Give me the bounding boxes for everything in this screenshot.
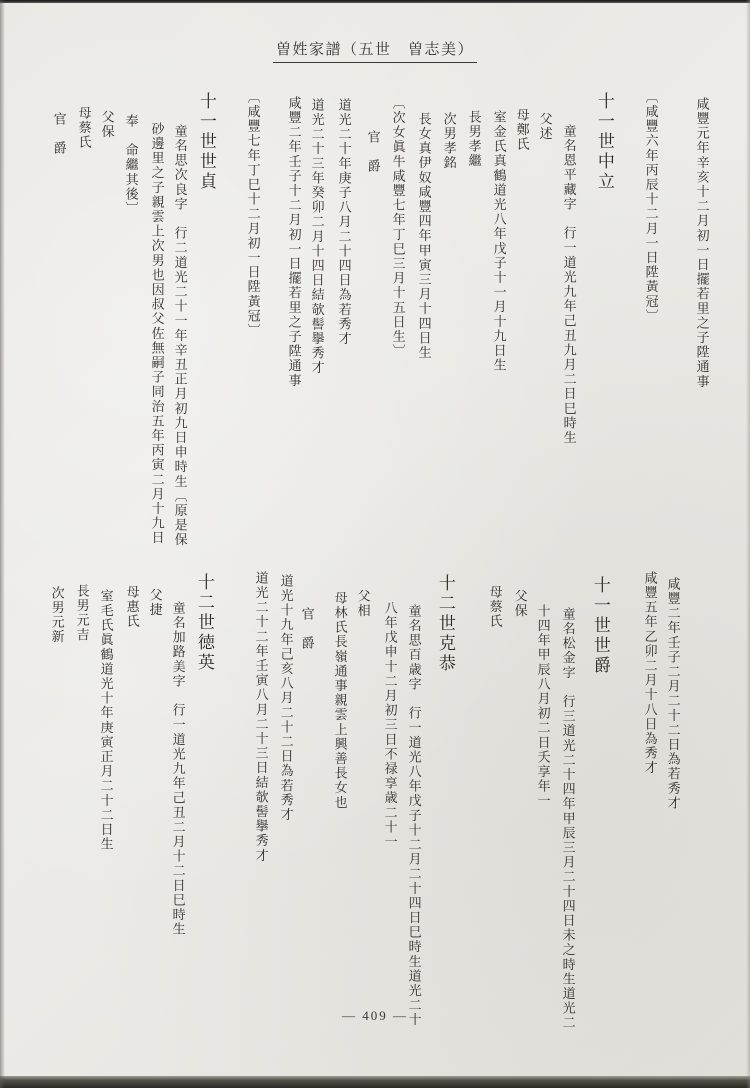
scan-edge-right — [746, 0, 750, 1088]
section-heading: 十一世世貞 — [196, 92, 216, 192]
entry-line: 長男元吉 — [74, 584, 90, 643]
entry-line: 官 爵 — [299, 607, 315, 651]
scan-edge-top — [0, 0, 750, 3]
entry-line: 母林氏長嶺通事親雲上興善長女也 — [332, 591, 348, 810]
entry-line: 父捷 — [147, 588, 163, 618]
entry-line: 長女真伊奴咸豐四年甲寅三月十四日生 — [416, 112, 432, 361]
entry-line: 〔咸豐七年丁巳十二月初一日陞黃冠〕 — [245, 90, 261, 339]
entry-line: 道光二十二年壬寅八月二十三日結欹髻擧秀才 — [253, 571, 269, 863]
entry-line: 奉 命繼其後〕 — [123, 114, 139, 217]
entry-line: 母惠氏 — [124, 585, 140, 629]
entry-line: 次男元新 — [49, 586, 65, 645]
carryover-line: 咸豐二年壬子二月二十二日為若秀才 — [665, 577, 681, 811]
entry-line: 室毛氏眞鶴道光十年庚寅正月二十二日生 — [98, 589, 114, 852]
entry-line: 父述 — [537, 112, 553, 142]
entry-line: 童名恩平藏字 行一道光九年己丑九月二日巳時生 — [561, 124, 577, 446]
carryover-line: 〔咸豐六年丙辰十二月一日陞黃冠〕 — [643, 90, 659, 324]
entry-line: 〔次女眞牛咸豐七年丁巳三月十五日生〕 — [390, 96, 406, 359]
page-number: — 409 — — [342, 1008, 408, 1023]
entry-line: 童名思百歳字 行一道光八年戊子十二月二十四日巳時生道光二十 — [406, 604, 422, 1028]
entry-line: 官 爵 — [51, 112, 67, 156]
entry-line: 母鄭氏 — [514, 108, 530, 152]
scan-edge-left — [0, 0, 5, 1088]
entry-line: 八年戊申十二月初三日不禄享歳二十一 — [382, 601, 398, 850]
carryover-line: 咸豐元年辛亥十二月初一日擺若里之子陞通事 — [694, 97, 710, 389]
section-heading: 十一世世爵 — [590, 576, 610, 676]
section-heading: 十二世徳英 — [194, 573, 214, 673]
entry-line: 道光十九年己亥八月二十二日為若秀才 — [278, 574, 294, 823]
entry-line: 道光二十年庚子八月二十四日為若秀才 — [336, 98, 352, 347]
entry-line: 咸豐二年壬子十二月初一日擺若里之子陞通事 — [286, 96, 302, 388]
entry-line: 童名加路美字 行一道光九年己丑二月十二日巳時生 — [170, 601, 186, 937]
entry-line: 官 爵 — [365, 130, 381, 174]
entry-line: 十四年甲辰八月初二日夭享年一 — [535, 604, 551, 809]
entry-line: 道光二十三年癸卯二月十四日結欹髻擧秀才 — [309, 98, 325, 376]
entry-line: 室金氏真鶴道光八年戊子十一月十九日生 — [491, 110, 507, 373]
page-header — [0, 38, 750, 63]
entry-line: 父保 — [99, 110, 115, 140]
section-heading: 十二世克恭 — [435, 574, 455, 674]
entry-line: 童名思次良字 行二道光二十一年辛丑正月初九日申時生〔原是保 — [172, 124, 188, 548]
section-heading: 十一世中立 — [594, 92, 614, 192]
entry-line: 童名松金字 行三道光二十四年甲辰三月二十四日未之時生道光二 — [560, 607, 576, 1031]
entry-line: 長男孝繼 — [466, 110, 482, 169]
book-title: 曽姓家譜（五世 曽志美） — [273, 38, 477, 63]
entry-line: 母蔡氏 — [487, 585, 503, 629]
entry-line: 父相 — [355, 589, 371, 619]
scan-edge-bottom — [0, 1076, 750, 1088]
carryover-line: 咸豐五年乙卯二月十八日為秀才 — [642, 571, 658, 776]
entry-line: 母蔡氏 — [76, 106, 92, 150]
entry-line: 次男孝銘 — [441, 112, 457, 171]
entry-line: 父保 — [512, 589, 528, 619]
entry-line: 砂邊里之子親雲上次男也因叔父佐無嗣子同治五年丙寅二月十九日 — [149, 122, 165, 546]
